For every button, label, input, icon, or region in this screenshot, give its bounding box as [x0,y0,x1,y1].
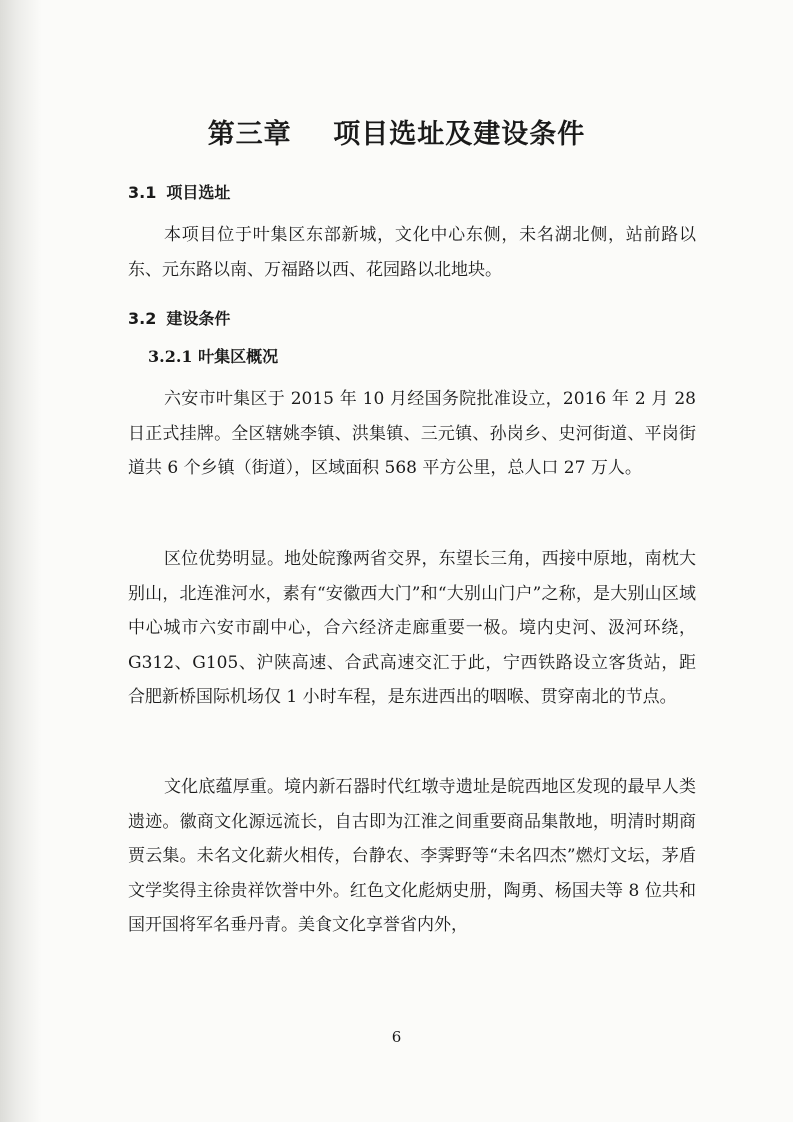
scan-shadow-edge [0,0,42,1122]
page-number: 6 [391,1028,402,1046]
section-title: 建设条件 [166,309,231,328]
subsection-heading-3-2-1: 3.2.1 叶集区概况 [148,347,279,366]
section-heading-3-1 [128,180,230,203]
paragraph-location-advantage: 区位优势明显。地处皖豫两省交界，东望长三角，西接中原地，南枕大别山，北连淮河水，素有“安徽西大门”和“大别山门户”之称，是大别山区域中心城市六安市副中心，合六经济走廊重要一极。境内史河、汲河环绕，G312、G105、沪陕高速、合武高速交汇于此，宁西铁路设立客货站，距合肥新桥国际机场仅 1 小时车程，是东进西出的咽喉、贯穿南北的节点。 [128,549,696,707]
chapter-title: 第三章 项目选址及建设条件 [207,119,586,150]
section-number: 3.1 [128,183,157,202]
paragraph-cultural-heritage: 文化底蕴厚重。境内新石器时代红墩寺遗址是皖西地区发现的最早人类遗迹。徽商文化源远流长，自古即为江淮之间重要商品集散地，明清时期商贾云集。未名文化薪火相传，台静农、李霁野等“未名四杰”燃灯文坛，茅盾文学奖得主徐贵祥饮誉中外。红色文化彪炳史册，陶勇、杨国夫等 8 位共和国开国将军名垂丹青。美食文化享誉省内外， [128,777,696,935]
section-heading-3-2 [128,306,230,329]
paragraph-site-location: 本项目位于叶集区东部新城，文化中心东侧，未名湖北侧，站前路以东、元东路以南、万福路以西、花园路以北地块。 [128,225,696,280]
section-number: 3.2 [128,309,157,328]
section-title: 项目选址 [166,183,231,202]
paragraph-district-overview: 六安市叶集区于 2015 年 10 月经国务院批准设立，2016 年 2 月 28 日正式挂牌。全区辖姚李镇、洪集镇、三元镇、孙岗乡、史河街道、平岗街道共 6 个乡镇（街道），区域面积 568 平方公里，总人口 27 万人。 [128,389,696,478]
